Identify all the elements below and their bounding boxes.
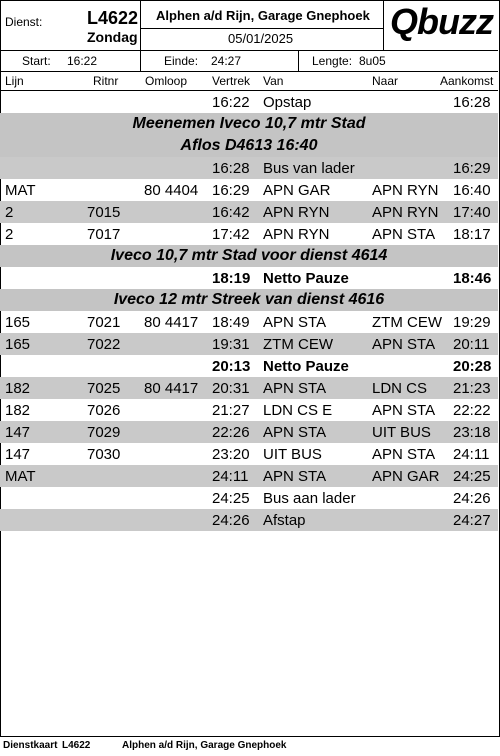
cell-vertrek: 24:25 — [212, 490, 250, 507]
cell-vertrek: 22:26 — [212, 424, 250, 441]
cell-naar: UIT BUS — [372, 424, 431, 441]
cell-lijn: 182 — [5, 402, 31, 419]
table-row — [0, 399, 498, 421]
cell-lijn: MAT — [5, 468, 36, 485]
cell-lijn: 2 — [5, 204, 14, 221]
cell-aankomst: 16:40 — [453, 182, 491, 199]
cell-aankomst: 21:23 — [453, 380, 491, 397]
start-time: 16:22 — [67, 54, 98, 68]
cell-aankomst: 24:26 — [453, 490, 491, 507]
footer-garage: Alphen a/d Rijn, Garage Gnephoek — [122, 740, 287, 751]
cell-aankomst: 24:11 — [453, 446, 490, 463]
cell-lijn: 2 — [5, 226, 14, 243]
cell-ritnr: 7026 — [87, 402, 121, 419]
column-header-row — [0, 72, 498, 91]
cell-aankomst: 24:27 — [453, 512, 491, 529]
cell-van: Bus aan lader — [263, 490, 356, 507]
cell-vertrek: 24:26 — [212, 512, 250, 529]
section-row — [0, 289, 498, 311]
cell-naar: APN RYN — [372, 182, 439, 199]
length-label: Lengte: — [312, 54, 353, 68]
cell-aankomst: 18:46 — [453, 270, 492, 287]
cell-naar: APN STA — [372, 446, 436, 463]
table-row — [0, 311, 498, 333]
cell-van: APN STA — [263, 314, 327, 331]
cell-ritnr: 7017 — [87, 226, 121, 243]
garage-name: Alphen a/d Rijn, Garage Gnephoek — [156, 8, 370, 23]
cell-van: Bus van lader — [263, 160, 355, 177]
cell-vertrek: 16:22 — [212, 94, 250, 111]
dienst-day: Zondag — [87, 29, 138, 45]
cell-aankomst: 23:18 — [453, 424, 491, 441]
cell-aankomst: 16:29 — [453, 160, 491, 177]
footer-label: Dienstkaart — [3, 740, 58, 751]
table-row — [0, 421, 498, 443]
cell-lijn: 165 — [5, 336, 31, 353]
times-divider — [298, 51, 299, 71]
column-header-aankomst: Aankomst — [440, 74, 494, 88]
cell-vertrek: 21:27 — [212, 402, 250, 419]
cell-ritnr: 7030 — [87, 446, 121, 463]
cell-vertrek: 16:42 — [212, 204, 250, 221]
table-row — [0, 377, 498, 399]
cell-aankomst: 18:17 — [453, 226, 491, 243]
table-row — [0, 91, 498, 113]
cell-omloop: 80 4417 — [144, 314, 199, 331]
cell-van: Netto Pauze — [263, 358, 349, 375]
cell-ritnr: 7022 — [87, 336, 121, 353]
cell-lijn: MAT — [5, 182, 36, 199]
cell-ritnr: 7025 — [87, 380, 121, 397]
table-row — [0, 487, 498, 509]
table-row — [0, 333, 498, 355]
cell-aankomst: 16:28 — [453, 94, 491, 111]
cell-lijn: 147 — [5, 446, 31, 463]
length-value: 8u05 — [359, 54, 386, 68]
column-header-vertrek: Vertrek — [212, 74, 251, 88]
cell-aankomst: 22:22 — [453, 402, 491, 419]
cell-naar: APN STA — [372, 402, 436, 419]
cell-vertrek: 16:28 — [212, 160, 250, 177]
cell-aankomst: 19:29 — [453, 314, 491, 331]
service-date: 05/01/2025 — [228, 31, 294, 46]
end-label: Einde: — [164, 54, 199, 68]
cell-van: APN GAR — [263, 182, 331, 199]
cell-naar: APN RYN — [372, 204, 439, 221]
cell-omloop: 80 4417 — [144, 380, 199, 397]
table-row — [0, 267, 498, 289]
cell-lijn: 165 — [5, 314, 31, 331]
cell-vertrek: 16:29 — [212, 182, 250, 199]
cell-aankomst: 20:11 — [453, 336, 490, 353]
column-header-omloop: Omloop — [145, 74, 188, 88]
cell-vertrek: 18:49 — [212, 314, 250, 331]
table-row — [0, 223, 498, 245]
dienst-number: L4622 — [87, 8, 139, 28]
section-title: Iveco 12 mtr Streek van dienst 4616 — [113, 291, 385, 308]
cell-van: APN RYN — [263, 226, 330, 243]
cell-aankomst: 17:40 — [453, 204, 491, 221]
times-row — [0, 51, 498, 72]
table-row — [0, 443, 498, 465]
column-header-naar: Naar — [372, 74, 399, 88]
table-row — [0, 355, 498, 377]
cell-van: APN STA — [263, 424, 327, 441]
cell-van: APN RYN — [263, 204, 330, 221]
section-row — [0, 113, 498, 135]
trip-table — [0, 91, 498, 531]
section-title: Meenemen Iveco 10,7 mtr Stad — [132, 115, 366, 132]
cell-naar: APN GAR — [372, 468, 440, 485]
cell-vertrek: 24:11 — [212, 468, 249, 485]
cell-vertrek: 19:31 — [212, 336, 250, 353]
cell-omloop: 80 4404 — [144, 182, 199, 199]
section-row — [0, 245, 498, 267]
cell-naar: ZTM CEW — [372, 314, 442, 331]
cell-aankomst: 24:25 — [453, 468, 491, 485]
header-divider — [383, 0, 384, 51]
times-divider — [140, 51, 141, 71]
column-header-lijn: Lijn — [5, 74, 24, 88]
section-title: Aflos D4613 16:40 — [180, 137, 318, 154]
cell-van: Afstap — [263, 512, 306, 529]
cell-naar: APN STA — [372, 336, 436, 353]
column-header-ritnr: Ritnr — [93, 74, 119, 88]
start-label: Start: — [22, 54, 51, 68]
column-header-van: Van — [263, 74, 284, 88]
section-title: Iveco 10,7 mtr Stad voor dienst 4614 — [110, 247, 388, 264]
cell-lijn: 182 — [5, 380, 31, 397]
cell-van: APN STA — [263, 380, 327, 397]
end-time: 24:27 — [211, 54, 242, 68]
cell-van: APN STA — [263, 468, 327, 485]
cell-van: UIT BUS — [263, 446, 322, 463]
header-divider — [141, 28, 383, 29]
header-divider — [140, 0, 141, 51]
cell-vertrek: 20:13 — [212, 358, 251, 375]
table-row — [0, 509, 498, 531]
qbuzz-logo: Qbuzz — [390, 1, 493, 42]
table-row — [0, 157, 498, 179]
cell-van: Opstap — [263, 94, 312, 111]
cell-van: ZTM CEW — [263, 336, 333, 353]
section-row — [0, 135, 498, 157]
cell-lijn: 147 — [5, 424, 31, 441]
card-header — [0, 0, 498, 51]
cell-vertrek: 20:31 — [212, 380, 250, 397]
cell-ritnr: 7029 — [87, 424, 121, 441]
table-row — [0, 179, 498, 201]
table-row — [0, 465, 498, 487]
dienst-label: Dienst: — [5, 15, 43, 29]
cell-van: Netto Pauze — [263, 270, 349, 287]
cell-van: LDN CS E — [263, 402, 333, 419]
cell-vertrek: 18:19 — [212, 270, 251, 287]
cell-naar: APN STA — [372, 226, 436, 243]
table-row — [0, 201, 498, 223]
cell-naar: LDN CS — [372, 380, 428, 397]
cell-ritnr: 7021 — [87, 314, 121, 331]
cell-vertrek: 23:20 — [212, 446, 250, 463]
cell-vertrek: 17:42 — [212, 226, 250, 243]
footer-number: L4622 — [62, 740, 91, 751]
cell-ritnr: 7015 — [87, 204, 121, 221]
cell-aankomst: 20:28 — [453, 358, 492, 375]
